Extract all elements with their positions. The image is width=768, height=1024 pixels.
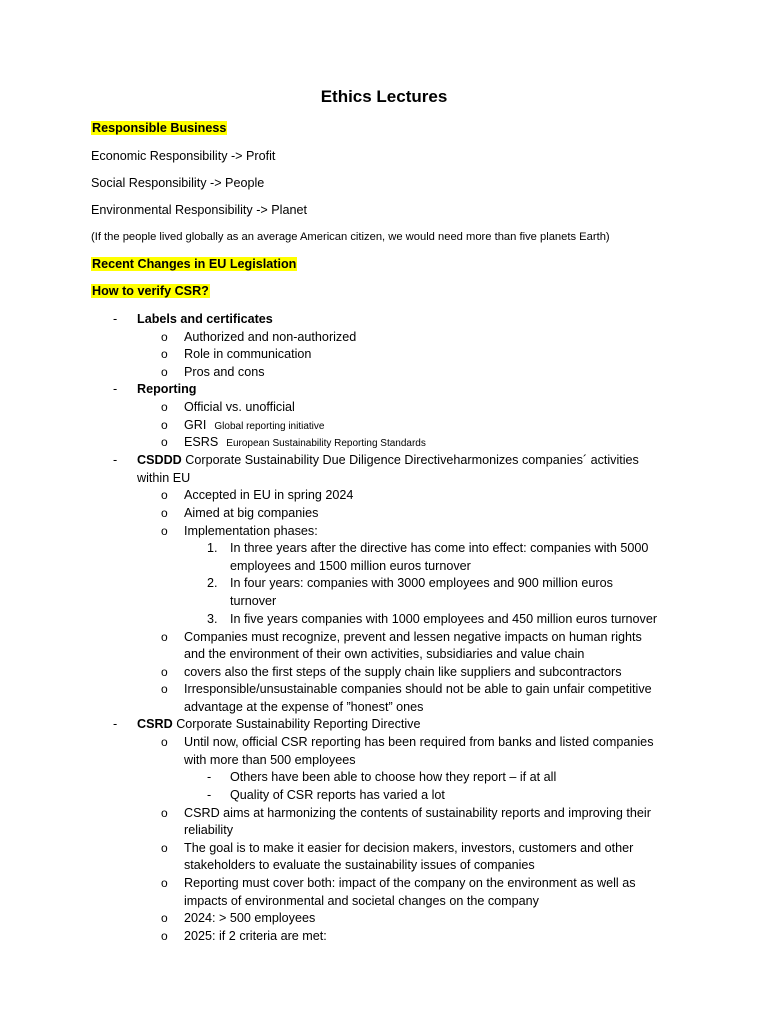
- csrd-item-cont: impacts of environmental and societal changes on the company: [184, 894, 539, 908]
- circle-bullet: o: [161, 841, 168, 855]
- circle-bullet: o: [161, 400, 168, 414]
- dash-bullet: -: [113, 453, 118, 467]
- paragraph-environmental: Environmental Responsibility -> Planet: [91, 203, 307, 217]
- circle-bullet: o: [161, 435, 168, 449]
- paragraph-economic: Economic Responsibility -> Profit: [91, 149, 276, 163]
- circle-bullet: o: [161, 911, 168, 925]
- dash-bullet: -: [207, 770, 212, 784]
- heading-responsible-business: Responsible Business: [92, 121, 227, 135]
- circle-bullet: o: [161, 682, 168, 696]
- csrd-item: The goal is to make it easier for decision makers, investors, customers and other: [184, 841, 634, 855]
- csrd-item: 2025: if 2 criteria are met:: [184, 929, 327, 943]
- circle-bullet: o: [161, 806, 168, 820]
- csrd-item: Until now, official CSR reporting has been required from banks and listed companies: [184, 735, 654, 749]
- circle-bullet: o: [161, 488, 168, 502]
- circle-bullet: o: [161, 735, 168, 749]
- csddd-item: Aimed at big companies: [184, 506, 319, 520]
- phase-text: In four years: companies with 3000 employees and 900 million euros: [230, 576, 613, 590]
- csddd-more-item: covers also the first steps of the supply chain like suppliers and subcontractors: [184, 665, 622, 679]
- labels-item: Authorized and non-authorized: [184, 330, 357, 344]
- csrd-item-cont: with more than 500 employees: [184, 753, 356, 767]
- heading-recent-changes: Recent Changes in EU Legislation: [92, 257, 297, 271]
- reporting-title: Reporting: [137, 382, 197, 396]
- phase-text-cont: turnover: [230, 594, 277, 608]
- csddd-text: Corporate Sustainability Due Diligence Directiveharmonizes companies´ activities: [185, 453, 639, 467]
- csrd-item: 2024: > 500 employees: [184, 911, 316, 925]
- csddd-item: Accepted in EU in spring 2024: [184, 488, 354, 502]
- paragraph-social: Social Responsibility -> People: [91, 176, 265, 190]
- phase-text-cont: employees and 1500 million euros turnover: [230, 559, 471, 573]
- csrd-item: Reporting must cover both: impact of the company on the environment as well as: [184, 876, 636, 890]
- labels-item: Role in communication: [184, 347, 312, 361]
- csrd-item-cont: stakeholders to evaluate the sustainability issues of companies: [184, 858, 535, 872]
- circle-bullet: o: [161, 418, 168, 432]
- csrd-abbr: CSRD: [137, 717, 173, 731]
- heading-verify-csr: How to verify CSR?: [92, 284, 209, 298]
- dash-bullet: -: [113, 382, 118, 396]
- circle-bullet: o: [161, 506, 168, 520]
- circle-bullet: o: [161, 524, 168, 538]
- dash-bullet: -: [113, 312, 118, 326]
- csrd-subitem: Others have been able to choose how they report – if at all: [230, 770, 557, 784]
- labels-item: Pros and cons: [184, 365, 265, 379]
- circle-bullet: o: [161, 347, 168, 361]
- esrs-note: European Sustainability Reporting Standards: [226, 438, 426, 449]
- csddd-more-item: Companies must recognize, prevent and lessen negative impacts on human rights: [184, 630, 642, 644]
- gri-note: Global reporting initiative: [214, 421, 325, 432]
- phase-number: 2.: [207, 576, 218, 590]
- csrd-item-cont: reliability: [184, 823, 233, 837]
- circle-bullet: o: [161, 665, 168, 679]
- csddd-more-item-cont: and the environment of their own activities, subsidiaries and value chain: [184, 647, 585, 661]
- circle-bullet: o: [161, 630, 168, 644]
- csddd-more-item-cont: advantage at the expense of ”honest” ones: [184, 700, 424, 714]
- esrs-label: ESRS: [184, 435, 219, 449]
- dash-bullet: -: [113, 717, 118, 731]
- csrd-item: CSRD aims at harmonizing the contents of sustainability reports and improving their: [184, 806, 651, 820]
- csrd-subitem: Quality of CSR reports has varied a lot: [230, 788, 445, 802]
- circle-bullet: o: [161, 929, 168, 943]
- circle-bullet: o: [161, 330, 168, 344]
- csddd-item: Implementation phases:: [184, 524, 318, 538]
- document-title: Ethics Lectures: [320, 87, 448, 106]
- circle-bullet: o: [161, 876, 168, 890]
- gri-label: GRI: [184, 418, 207, 432]
- dash-bullet: -: [207, 788, 212, 802]
- phase-number: 1.: [207, 541, 218, 555]
- csddd-text-cont: within EU: [137, 471, 191, 485]
- phase-number: 3.: [207, 612, 218, 626]
- csddd-more-item: Irresponsible/unsustainable companies should not be able to gain unfair competitive: [184, 682, 652, 696]
- reporting-item: Official vs. unofficial: [184, 400, 295, 414]
- circle-bullet: o: [161, 365, 168, 379]
- labels-title: Labels and certificates: [137, 312, 273, 326]
- csddd-abbr: CSDDD: [137, 453, 182, 467]
- phase-text: In three years after the directive has come into effect: companies with 5000: [230, 541, 649, 555]
- paragraph-note: (If the people lived globally as an average American citizen, we would need more than five planets Earth): [91, 231, 610, 243]
- phase-text: In five years companies with 1000 employees and 450 million euros turnover: [230, 612, 658, 626]
- csrd-text: Corporate Sustainability Reporting Directive: [176, 717, 421, 731]
